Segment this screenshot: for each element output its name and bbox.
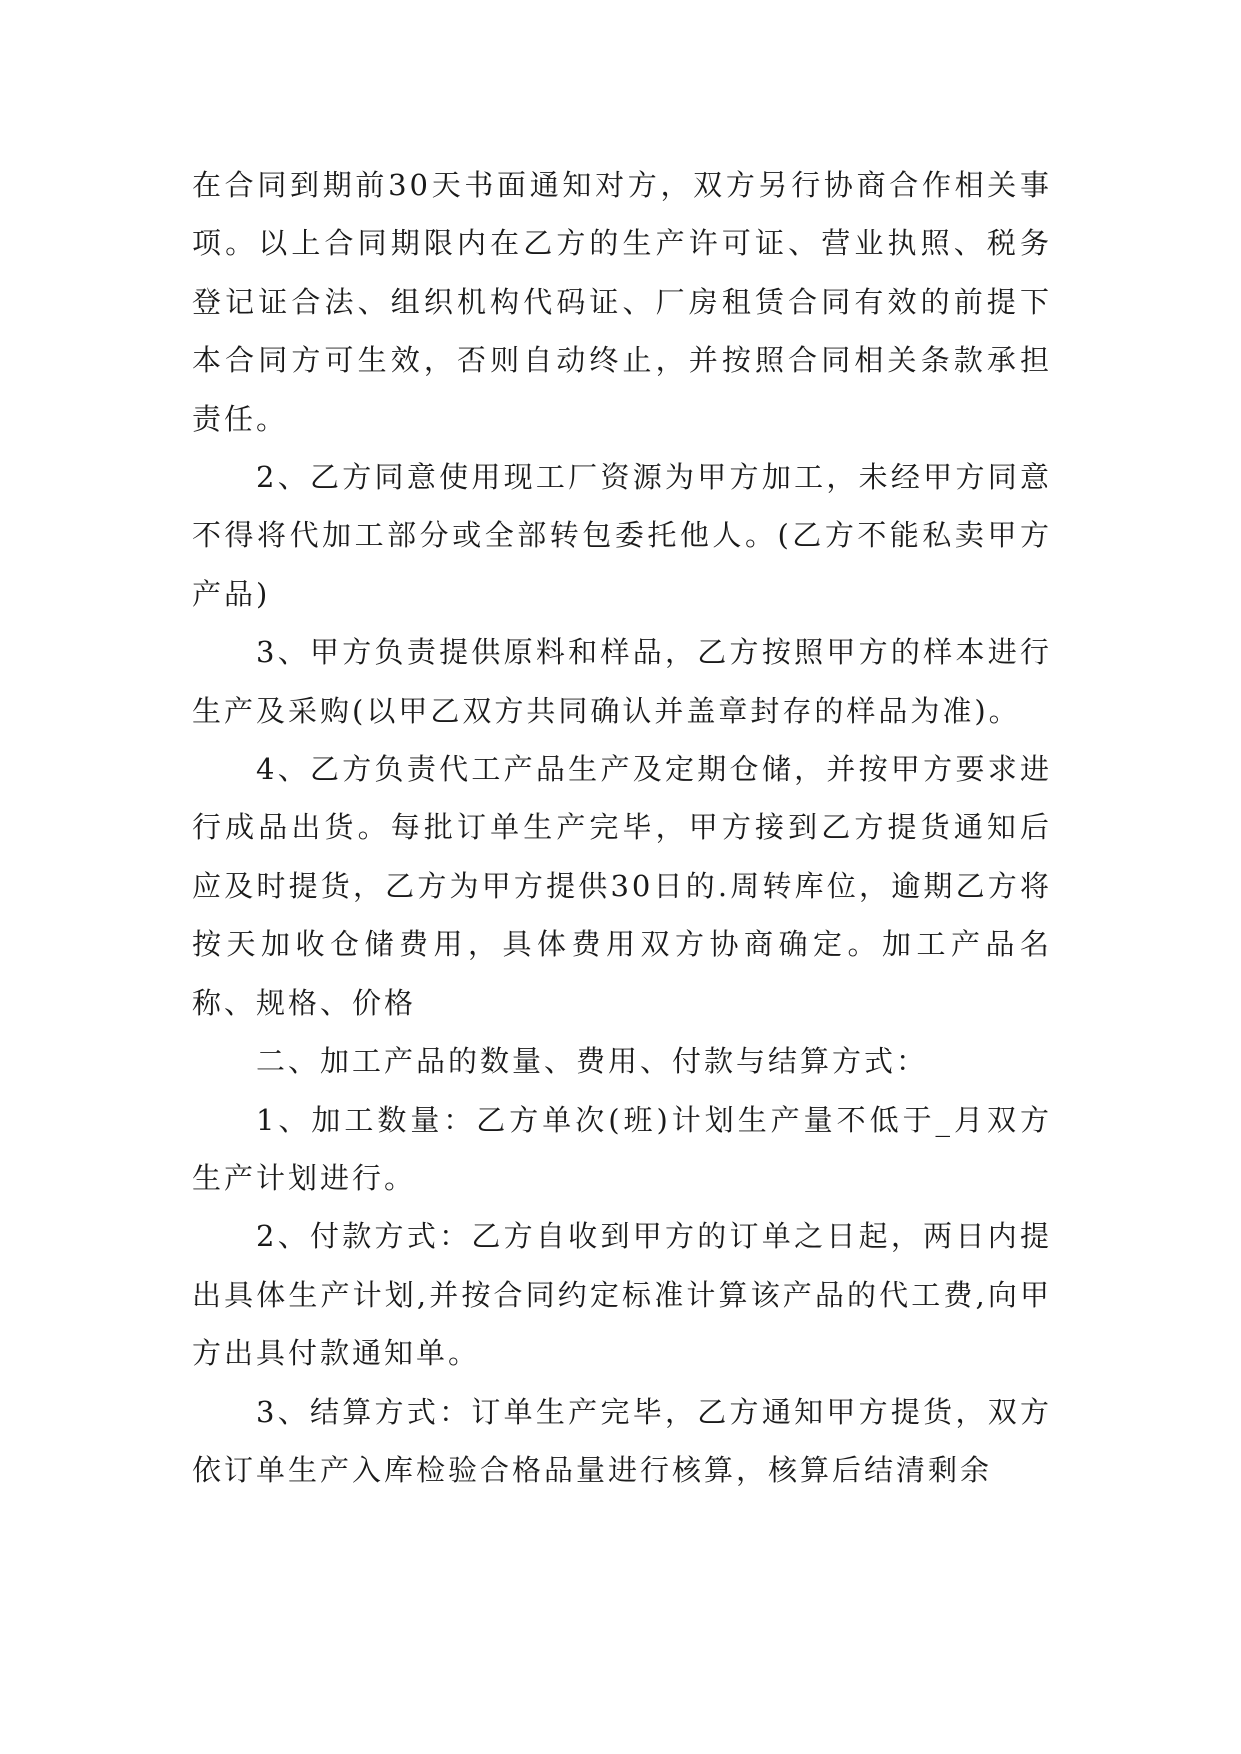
paragraph-clause-4: 4、乙方负责代工产品生产及定期仓储，并按甲方要求进行成品出货。每批订单生产完毕，甲方接到乙方提货通知后应及时提货，乙方为甲方提供30日的.周转库位，逾期乙方将按天加收仓储费用，具体费用双方协商确定。加工产品名称、规格、价格: [192, 752, 1052, 1020]
paragraph-payment: 2、付款方式：乙方自收到甲方的订单之日起，两日内提出具体生产计划,并按合同约定标准计算该产品的代工费,向甲方出具付款通知单。: [192, 1219, 1052, 1371]
paragraph-clause-2: 2、乙方同意使用现工厂资源为甲方加工，未经甲方同意不得将代加工部分或全部转包委托他人。(乙方不能私卖甲方产品): [192, 460, 1052, 611]
paragraph-contract-term: 在合同到期前30天书面通知对方，双方另行协商合作相关事项。以上合同期限内在乙方的生产许可证、营业执照、税务登记证合法、组织机构代码证、厂房租赁合同有效的前提下本合同方可生效，否则自动终止，并按照合同相关条款承担责任。: [192, 168, 1052, 436]
section-heading-2: 二、加工产品的数量、费用、付款与结算方式：: [256, 1044, 929, 1079]
paragraph-quantity: 1、加工数量：乙方单次(班)计划生产量不低于_月双方生产计划进行。: [192, 1102, 1052, 1195]
document-body: [192, 156, 1052, 1499]
paragraph-clause-3: 3、甲方负责提供原料和样品，乙方按照甲方的样本进行生产及采购(以甲乙双方共同确认并盖章封存的样品为准)。: [192, 635, 1052, 728]
paragraph-settlement: 3、结算方式：订单生产完毕，乙方通知甲方提货，双方依订单生产入库检验合格品量进行核算，核算后结清剩余: [192, 1394, 1052, 1487]
